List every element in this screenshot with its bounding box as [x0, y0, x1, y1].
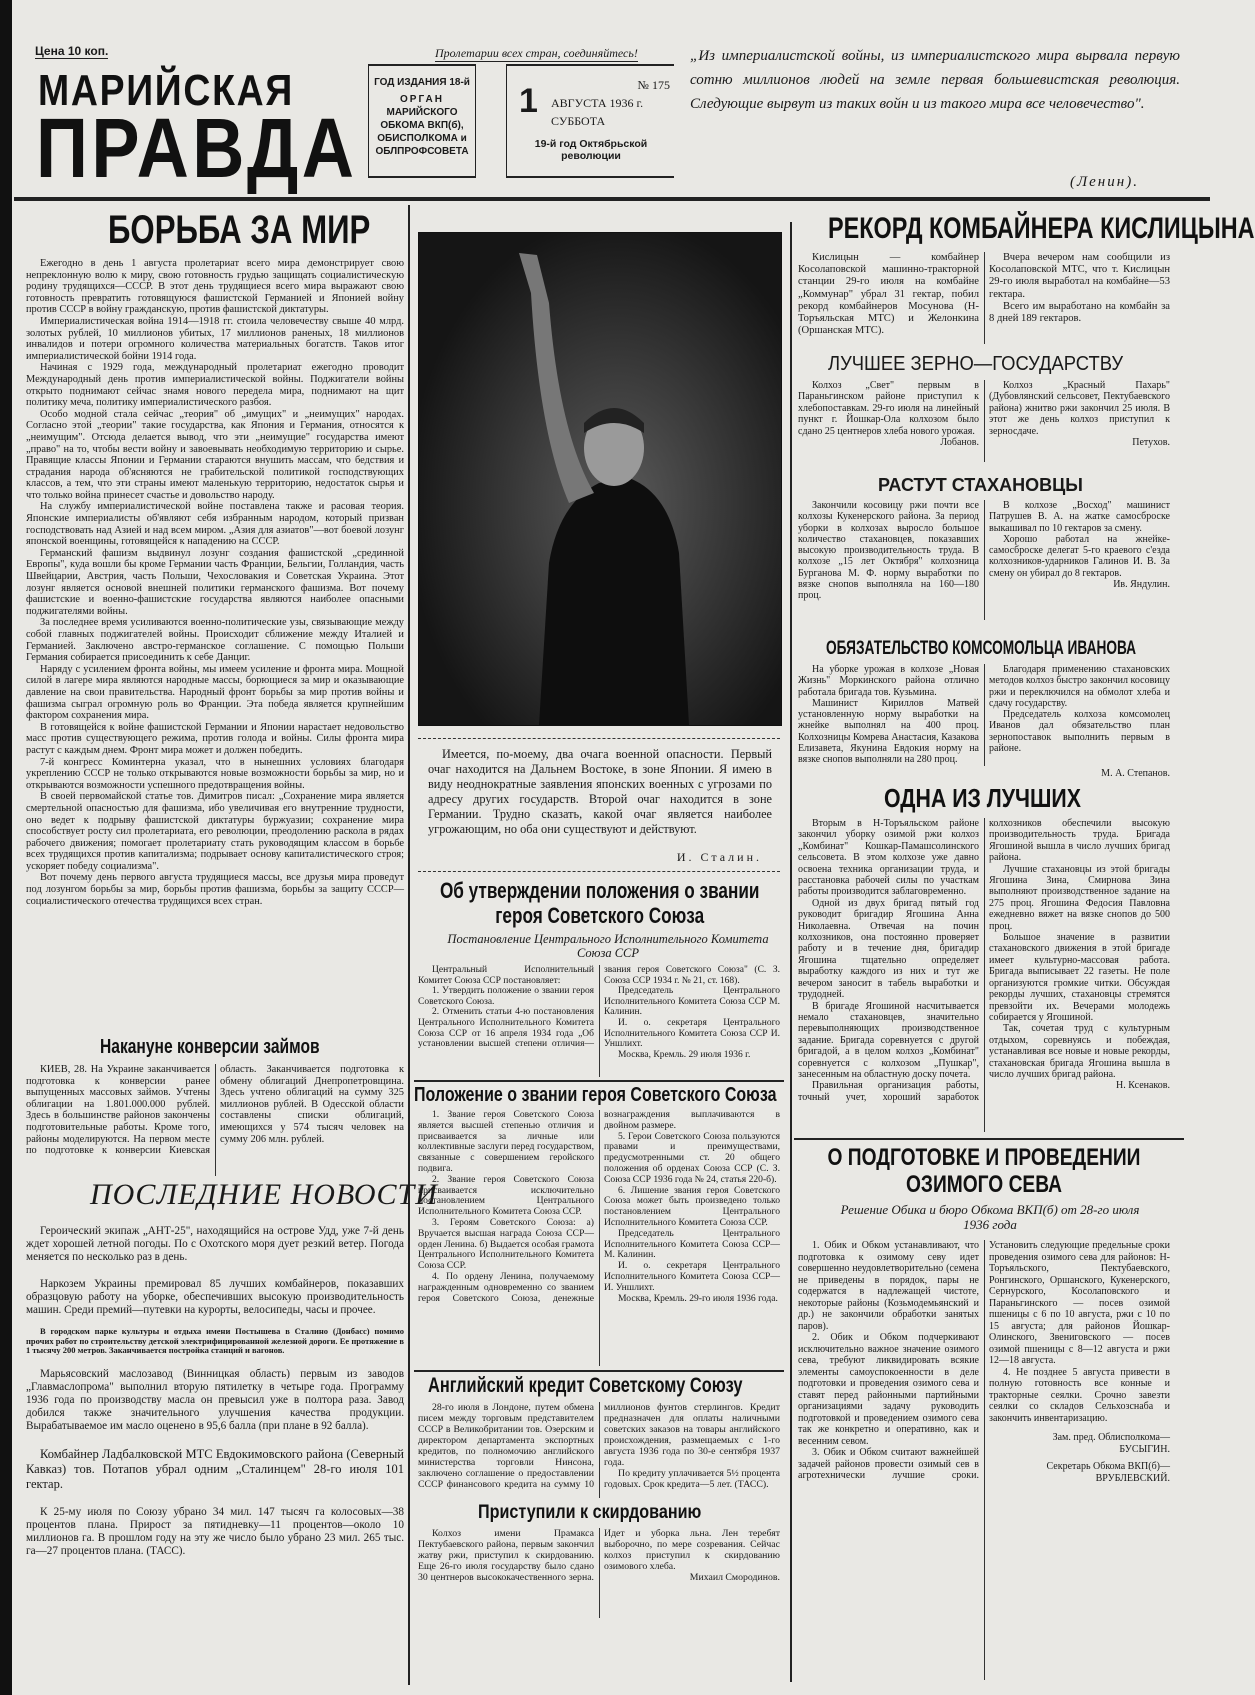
news-body: Героический экипаж „АНТ-25", находящийся на острове Удд, уже 7-й день ждет хорошей летной погоды. По с Охотского моря дует резкий ветер. Погода меняется по несколько раз в день. Наркозем Украины премировал 85 лучших комбайнеров, показавших образцовую работу на уборке, обеспечивших высокую производительность машин. Среди премий—путевки на курорты, велосипеды, часы и прочее. В городском парке культуры и отдыха имени Постышева в Сталино (Донбасс) помимо прочих работ по строительству детской электрифицированной железной дороги. Ее протяжение в 1 тысячу 200 метров. Заканчивается постройка станций и вагонов. Марьясовский маслозавод (Винницкая область) первым из заводов „Главмаслопрома" выполнил вторую пятилетку в четыре года. Программу 1936 года по производству масла он превысил уже в полтора раза. Завод добился также значительного улучшения качества продукции. Вырабатываемое им масло оценено в 95,6 балла (при плане в 92 балла). Комбайнер Ладбалковской МТС Евдокимовского района (Северный Кавказ) тов. Потапов убрал одним „Сталинцем" 28-го июля 101 гектар. К 25-му июля по Союзу убрано 34 мил. 147 тысяч га колосовых—38 процентов плана. Прирост за пятидневку—11 процентов—около 10 миллионов га. В прошлом году на эту же число было убрано 23 мил. 265 тыс. га—27 процентов плана. (ТАСС).: [26, 1225, 404, 1557]
loans-title: Накануне конверсии займов: [100, 1036, 320, 1058]
record-title: РЕКОРД КОМБАЙНЕРА КИСЛИЦЫНА: [828, 212, 1255, 245]
rule: [414, 1080, 784, 1082]
rule: [414, 1370, 784, 1372]
record-body: Кислицын — комбайнер Косолаповской машинно-тракторной станции 29-го июля на комбайне „Коммунар" убрал 31 гектар, побил рекорд комбайнеров Мосунова (Н-Торъяльская МТС) и Желонкина (Оршанская МТС). Вчера вечером нам сообщили из Косолаповской МТС, что т. Кислицын 29-го июля выработал на комбайне—53 гектара. Всего им выработано на комбайн за 8 дней 189 гектаров.: [798, 252, 1170, 337]
komsomol-title: ОБЯЗАТЕЛЬСТВО КОМСОМОЛЬЦА ИВАНОВА: [826, 638, 1137, 659]
grain-title: ЛУЧШЕЕ ЗЕРНО—ГОСУДАРСТВУ: [828, 353, 1124, 375]
stack-title: Приступили к скирдованию: [478, 1502, 702, 1523]
stalin-quote: Имеется, по-моему, два очага военной опасности. Первый очаг находится на Дальнем Востоке, в зоне Японии. Я имею в виду неоднократные заявления японских военных с угрозами по адресу других государств. Второй очаг находится в зоне Германии. Трудно сказать, какой очаг является наиболее угрожающим, но оба они существуют и действуют.: [428, 747, 772, 836]
newspaper-title-line1: МАРИЙСКАЯ: [38, 66, 294, 115]
stalin-quote-box: [418, 738, 780, 872]
hero-subtitle: Постановление Центрального Исполнительного Комитета Союза ССР: [447, 932, 769, 960]
sowing-title: О ПОДГОТОВКЕ И ПРОВЕДЕНИИ ОЗИМОГО СЕВА: [827, 1144, 1141, 1198]
stakh-title: РАСТУТ СТАХАНОВЦЫ: [878, 475, 1083, 495]
stack-body: Колхоз имени Прамакса Пектубаевского района, первым закончил жатву ржи, приступил к скирдованию. Еще 26-го июля государству было сдано 30 центнеров высококачественного зерна. Идет и уборка льна. Лен теребят выборочно, по мере созревания. Сейчас колхоз приступил к скирдованию озимового хлеба. Михаил Смородинов.: [418, 1528, 780, 1583]
stakh-body: Закончили косовицу ржи почти все колхозы Кукенерского района. За период уборки в колхозах выросло большое количество стахановцев, показавших высокую производительность труда. В колхозе „15 лет Октября" колхозница Бурганова М. Ф. норму выработки по вязке снопов выполняла на 160—180 проц. В колхозе „Восход" машинист Патрушев В. А. на жатке самосброске выкашивал по 10 гектаров за смену. Хорошо работал на жнейке-самосброске делегат 5-го краевого с'езда колхозников-ударников Галинов И. В. За смену он убирал до 8 гектаров. Ив. Яндулин.: [798, 500, 1170, 602]
portrait-photo: [418, 232, 782, 726]
issue-day: 1: [519, 82, 538, 120]
sowing-body: 1. Обик и Обком устанавливают, что подготовка к озимому севу идет совершенно неудовлетворительно (семена не приведены в порядок, пары не содержатся в надлежащей чистоте, некоторые районы (Козьмодемьянский и др.) не закончили обработки занятых паров). 2. Обик и Обком подчеркивают исключительно важное значение озимого сева, требуют ликвидировать всякие элементы самоуспокоенности в деле подготовки и проведения озимого сева и ставят перед районными партийными организациями задачу руководить подготовкой и проведением озимого сева так же конкретно и оперативно, как и весенним севом. 3. Обик и Обком считают важнейшей задачей районов провести озимый сев в агротехнически лучшие сроки. Установить следующие предельные сроки проведения озимого сева для районов: Н-Торъяльского, Пектубаевского, Ронгинского, Оршанского, Кукенерского, Сернурского, Косолаповского и Параньгинского — посев озимой пшеницы с 6 по 10 августа, ржи с 10 по 15 августа; для районов Йошкар-Олинского, Звениговского — посев озимой пшеницы с 8—12 августа и ржи 12—18 августа. 4. Не позднее 5 августа привести в полную готовность все конные и тракторные сеялки. Срочно завезти сеялки со складов Сельхозснаба и закончить инвентаризацию. Зам. пред. Облисполкома—БУСЫГИН. Секретарь Обкома ВКП(б)—ВРУБЛЕВСКИЙ.: [798, 1240, 1170, 1484]
best-body: Вторым в Н-Торъяльском районе закончил уборку озимой ржи колхоз „Комбинат" Кошкар-Памашсолинского сельсовета. В этом колхозе уже давно освоена техника организации труда, и расстановка рабочей силы по участкам работы производится заблаговременно. Одной из двух бригад пятый год руководит бригадир Ягошина Анна Николаевна. Отвечая на почин колхозников, она постоянно проверяет работу и в течение дня, бригадир Ягошина тщательно определяет выработку каждого из них и тут же вечером заносит в табель выработки и трудодней. В бригаде Ягошиной насчитывается немало стахановцев, значительно перевыполняющих производственное задание. Бригада соревнуется с другой бригадой, а в целом колхоз „Комбинат" соревнуется с колхозом „Пушкар", занесенным на областную доску почета. Правильная организация работы, точный учет, хороший заработок колхозников обеспечили высокую производительность труда. Бригада Ягошиной вышла в число лучших бригад района. Лучшие стахановцы из этой бригады Ягошина Зина, Смирнова Зина выполняют производственное задание на 275 проц. Ягошина Федосия Павловна ежедневно вяжет на вязке снопов до 500 проц. Большое значение в развитии стахановского движения в этой бригаде имеет культурно-массовая работа. Бригада выписывает 22 газеты. Не поле организуются громкие читки. Обсуждая рекорды лучших, стахановцы стремятся превзойти их. Вечерами молодежь собирается у Ягошиной. Так, сочетая труд с культурным отдыхом, соревнуясь и побеждая, устанавливая все новые и новые рекорды, стахановская бригада Ягошина вышла в число лучших бригад района. Н. Ксенаков.: [798, 818, 1170, 1103]
lenin-signature: (Ленин).: [1070, 174, 1139, 190]
editorial-body: Ежегодно в день 1 августа пролетариат всего мира демонстрирует свою непреклонную волю к миру, свою готовность грудью защищать социалистическую родину трудящихся—СССР. В этот день трудящиеся всего мира выражают свою готовность превратить готовящуюся фашистской Германией и Японией войну против СССР в войну гражданскую, против фашистской диктатуры. Империалистическая война 1914—1918 гг. стоила человечеству свыше 40 млрд. золотых рублей, 10 миллионов убитых, 17 миллионов раненых, 18 миллионов инвалидов и потери огромного количества материальных богатств. Таков итог империалистической бойни 1914 года. Начиная с 1929 года, международный пролетариат ежегодно проводит Международный день против империалистической войны. Поджигатели войны открыто поднимают сейчас знамя нового передела мира, поднимают на щит политику меча, политику империалистического разбоя. Особо модной стала сейчас „теория" об „имущих" и „неимущих" народах. Согласно этой „теории" такие государства, как Япония и Германия, относятся к „неимущим". Отсюда делается вывод, что эти „неимущие" государства имеют „право" на то, чтобы вести войну и завоевывать необходимую территорию и сырье. Правящие классы Японии и Германии стараются внушить массам, что бедствия и страдания народа об'ясняются не грабительской политикой господствующих классов, а тем, что эти страны имеют маленькую территорию, недостаток сырья и что только война принесет счастье и довольство народу. На службу империалистической войне поставлена также и расовая теория. Японские империалисты об'являют себя избранным народом, который призван господствовать над Азией и над всем миром. „Азия для азиатов"—вот боевой лозунг японской военщины, готовящейся к нападению на СССР. Германский фашизм выдвинул лозунг создания фашистской „срединной Европы", куда вошли бы кроме Германии часть Франции, Бельгии, Голландия, часть Швейцарии, Австрия, часть Польши, Чехословакия и Советская Украина. Этот лозунг является основой внешней политики германского фашизма. Вот почему фашистские и военно-фашистские государства являются наиболее опасными поджигателями войны. За последнее время усиливаются военно-политические узы, связывающие между собой главных поджигателей войны. Происходит сближение между Италией и Германией. Заключено австро-германское соглашение. С помощью Польши Германия собирается присоединить к себе Данциг. Наряду с усилением фронта войны, мы имеем усиление и фронта мира. Мощной силой в лагере мира являются народные массы, борющиеся за мир и оказывающие давление на свои правительства. Народный фронт борьбы за мир против войны и фашизма сыграл огромную роль во Франции. Эта победа является крупнейшим фактором сохранения мира. В готовящейся к войне фашистской Германии и Японии нарастает недовольство масс против существующего режима, против голода и войны. Силы фронта мира растут с каждым днем. Фронт мира может и должен победить. 7-й конгресс Коминтерна указал, что в нынешних условиях благодаря укреплению СССР не только открываются новые возможности борьбы за мир, но и открываются возможности успешного предотвращения войны. В своей первомайской статье тов. Димитров писал: „Сохранение мира является смертельной опасностью для фашизма, ибо увеличивая его внутренние трудности, оно ведет к подрыву фашистской диктатуры буржуазии; сохранение мира способствует росту сил пролетариата, его революции, преодолению раскола в рядах рабочего движения; помогает пролетариату стать руководящим классом в борьбе всех трудящихся против капитализма; подрывает основу капиталистического строя; ускоряет победу социализма". Вот почему день первого августа трудящиеся массы, все друзья мира проведут под лозунгом борьбы за мир, борьбы против фашизма, борьбы за защиту СССР—социалистического отечества трудящихся всех стран.: [26, 258, 404, 907]
regs-body: 1. Звание героя Советского Союза является высшей степенью отличия и присваивается за личные или коллективные заслуги перед государством, связанные с совершением геройского подвига. 2. Звание героя Советского Союза присваивается исключительно постановлением Центрального Исполнительного Комитета Союза ССР. 3. Героям Советского Союза: а) Вручается высшая награда Союза ССР—орден Ленина. б) Выдается особая грамота Центрального Исполнительного Комитета Союза ССР. 4. По ордену Ленина, получаемому награжденным одновременно со званием героя Советского Союза, денежные вознаграждения выплачиваются в двойном размере. 5. Герои Советского Союза пользуются правами и преимуществами, предусмотренными ст. 20 общего положения об орденах Союза ССР (С. З. Союза ССР 1936 года № 24, статья 220-б). 6. Лишение звания героя Советского Союза может быть произведено только постановлением Центрального Исполнительного Комитета Союза ССР. Председатель Центрального Исполнительного Комитета Союза ССР—М. Калинин. И. о. секретаря Центрального Исполнительного Комитета Союза ССР—И. Уншлихт. Москва, Кремль. 29-го июля 1936 года.: [418, 1109, 780, 1304]
date-box: [506, 64, 674, 178]
motto: Пролетарии всех стран, соединяйтесь!: [435, 46, 638, 60]
sowing-subtitle: Решение Обика и бюро Обкома ВКП(б) от 28-го июля 1936 года: [840, 1202, 1140, 1232]
rule: [794, 1138, 1184, 1140]
news-title: ПОСЛЕДНИЕ НОВОСТИ: [90, 1178, 438, 1211]
loans-body: КИЕВ, 28. На Украине заканчивается подготовка к конверсии ранее выпущенных массовых займов. Учтены облигации на 1.801.000.000 рублей. Здесь в большинстве районов закончены подготовительные работы. Кроме того, районы моделируются. На первом месте по подготовке к конверсии Киевская область. Заканчивается подготовка к обмену облигаций Днепропетровщина. Здесь учтено облигаций на сумму 325 миллионов рублей. В Одесской области составлены списки облигаций, имеющихся у 574 тысяч человек на сумму 206 млн. рублей.: [26, 1064, 404, 1157]
issue-weekday: СУББОТА: [551, 114, 606, 128]
column-divider: [408, 205, 410, 1685]
credit-title: Английский кредит Советскому Союзу: [428, 1374, 743, 1397]
scan-edge: [0, 0, 12, 1695]
revolution-year: 19-й год Октябрьской революции: [534, 138, 648, 162]
newspaper-title-line2: ПРАВДА: [36, 101, 358, 195]
best-title: ОДНА ИЗ ЛУЧШИХ: [884, 783, 1081, 813]
stalin-portrait-image: [419, 233, 781, 725]
column-divider: [790, 222, 792, 1682]
lenin-quote: „Из империалистской войны, из империалистского мира вырвала первую сотню миллионов людей на земле первая большевистская революция. Следующие вырвут из таких войн и из такого мира все человечество".: [690, 48, 1180, 112]
masthead-rule: [14, 197, 1210, 201]
price: Цена 10 коп.: [35, 44, 109, 58]
stalin-signature: И. Сталин.: [676, 850, 762, 864]
editorial-title: БОРЬБА ЗА МИР: [108, 208, 371, 252]
issue-number: № 175: [637, 78, 670, 92]
publisher-box: ГОД ИЗДАНИЯ 18-й ОРГАН МАРИЙСКОГО ОБКОМА ВКП(б), ОБИСПОЛКОМА и ОБЛПРОФСОВЕТА: [368, 64, 476, 178]
hero-decree: Центральный Исполнительный Комитет Союза ССР постановляет: 1. Утвердить положение о звании героя Советского Союза. 2. Отменить статьи 4-ю постановления Центрального Исполнительного Комитета Союза ССР от 16 апреля 1934 года „Об установлении высшей степени отличия—звания героя Советского Союза" (С. З. Союза ССР 1934 г. № 21, ст. 168). Председатель Центрального Исполнительного Комитета Союза ССР М. Калинин. И. о. секретаря Центрального Исполнительного Комитета Союза ССР И. Уншлихт. Москва, Кремль. 29 июля 1936 г.: [418, 965, 780, 1060]
credit-body: 28-го июля в Лондоне, путем обмена писем между торговым представителем СССР в Великобритании тов. Озерским и директором департамента экспортных кредитов, по полномочию английского министерства торговли Нинсона, заключено соглашение о предоставлении СССР финансового кредита на сумму 10 миллионов фунтов стерлингов. Кредит предназначен для оплаты наличными советских заказов на товары английского происхождения, размещаемых с 1-го августа 1936 года по 30-е сентября 1937 года. По кредиту уплачивается 5½ процента годовых. Срок кредита—5 лет. (ТАСС).: [418, 1402, 780, 1490]
komsomol-signature: М. А. Степанов.: [1101, 768, 1170, 779]
issue-date: АВГУСТА 1936 г.: [551, 96, 644, 110]
komsomol-body: На уборке урожая в колхозе „Новая Жизнь" Моркинского района отлично работала бригада тов. Кузьмина. Машинист Кириллов Матвей установленную норму выработки на жнейке выполнял на 400 проц. Колхозницы Комрева Анастасия, Казакова Елизавета, Якунина Евдокия норму на вязке снопов выполняли на 280 проц. Благодаря применению стахановских методов колхоз быстро закончил косовицу ржи и переключился на обмолот хлеба и сдачу государству. Председатель колхоза комсомолец Иванов дал обязательство план зернопоставок выполнить первым в районе.: [798, 664, 1170, 766]
regs-title: Положение о звании героя Советского Союза: [414, 1084, 777, 1106]
hero-title: Об утверждении положения о звании героя Советского Союза: [439, 878, 760, 928]
grain-body: Колхоз „Свет" первым в Параньгинском районе приступил к хлебопоставкам. 29-го июля на линейный пункт г. Йошкар-Ола колхозом было сдано 25 центнеров хлеба нового урожая. Лобанов. Колхоз „Красный Пахарь" (Дубовлянский сельсовет, Пектубаевского района) жнитво ржи закончил 25 июля. В этот же день колхоз приступил к зерносдаче. Петухов.: [798, 380, 1170, 449]
